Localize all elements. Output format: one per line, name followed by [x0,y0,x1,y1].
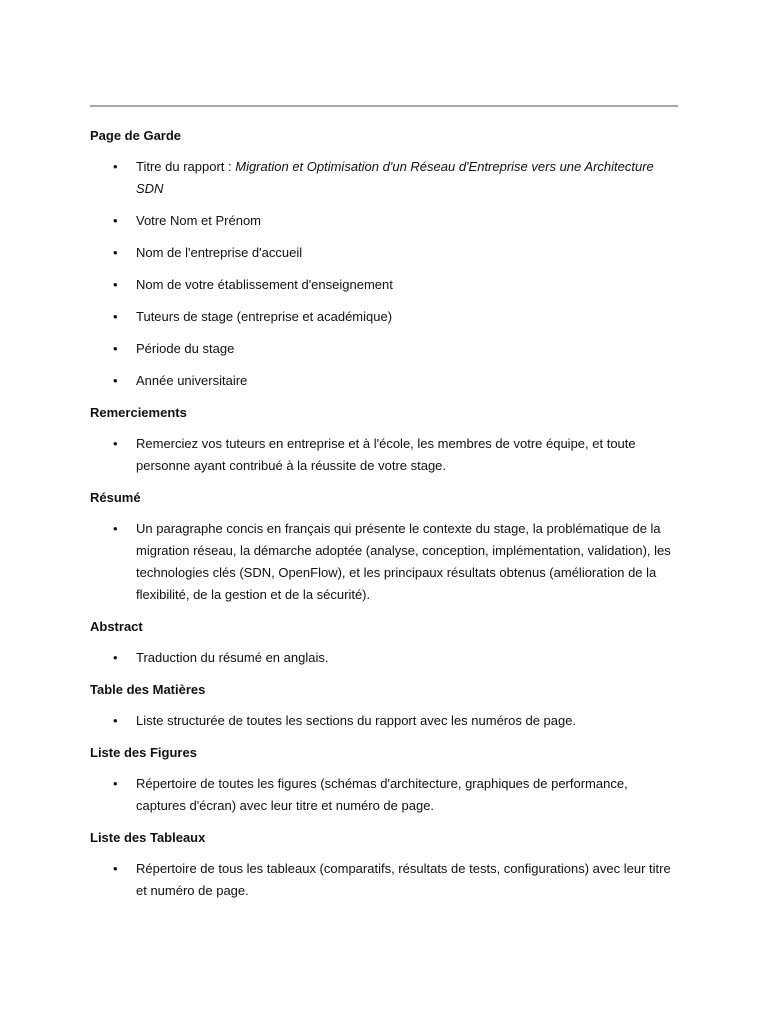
list-item: • Tuteurs de stage (entreprise et académique) [90,306,678,328]
list-item: • Nom de l'entreprise d'accueil [90,242,678,264]
document-page [90,105,678,912]
bullet-list [90,647,678,669]
bullet-icon: • [113,213,118,228]
section-title: Remerciements [90,405,187,420]
list-item: • Titre du rapport : Migration et Optimisation d'un Réseau d'Entreprise vers une Architecture SDN [90,156,678,200]
bullet-list [90,858,678,902]
list-item: • Année universitaire [90,370,678,392]
section-table-des-matieres [90,679,678,732]
section-page-de-garde [90,125,678,392]
list-item: • Votre Nom et Prénom [90,210,678,232]
section-title: Page de Garde [90,128,182,143]
section-resume [90,487,678,606]
bullet-list [90,710,678,732]
bullet-icon: • [113,245,118,260]
bullet-icon: • [113,341,118,356]
section-liste-des-figures [90,742,678,817]
section-remerciements [90,402,678,477]
list-item: • Période du stage [90,338,678,360]
list-item: • Répertoire de toutes les figures (schémas d'architecture, graphiques de performance, captures d'écran) avec leur titre et numéro de page. [90,773,678,817]
horizontal-rule [90,105,678,107]
section-title: Liste des Figures [90,745,197,760]
bullet-icon: • [113,436,118,451]
bullet-list [90,433,678,477]
list-item: • Répertoire de tous les tableaux (comparatifs, résultats de tests, configurations) avec leur titre et numéro de page. [90,858,678,902]
bullet-icon: • [113,373,118,388]
section-abstract [90,616,678,669]
list-item: • Remerciez vos tuteurs en entreprise et à l'école, les membres de votre équipe, et toute personne ayant contribué à la réussite de votre stage. [90,433,678,477]
bullet-icon: • [113,776,118,791]
section-title: Résumé [90,490,141,505]
section-liste-des-tableaux [90,827,678,902]
bullet-icon: • [113,159,118,174]
list-item: • Liste structurée de toutes les sections du rapport avec les numéros de page. [90,710,678,732]
list-item: • Un paragraphe concis en français qui présente le contexte du stage, la problématique de la migration réseau, la démarche adoptée (analyse, conception, implémentation, validation), les technologies clés (SDN, OpenFlow), et les principaux résultats obtenus (amélioration de la flexibilité, de la gestion et de la sécurité). [90,518,678,606]
bullet-icon: • [113,861,118,876]
bullet-icon: • [113,713,118,728]
list-item: • Nom de votre établissement d'enseignement [90,274,678,296]
bullet-list [90,156,678,392]
list-item: • Traduction du résumé en anglais. [90,647,678,669]
bullet-list [90,773,678,817]
bullet-icon: • [113,521,118,536]
section-title: Abstract [90,619,143,634]
bullet-icon: • [113,277,118,292]
section-title: Liste des Tableaux [90,830,206,845]
section-title: Table des Matières [90,682,206,697]
bullet-list [90,518,678,606]
report-title-italic: Migration et Optimisation d'un Réseau d'Entreprise vers une Architecture SDN [136,159,654,196]
bullet-icon: • [113,309,118,324]
bullet-icon: • [113,650,118,665]
